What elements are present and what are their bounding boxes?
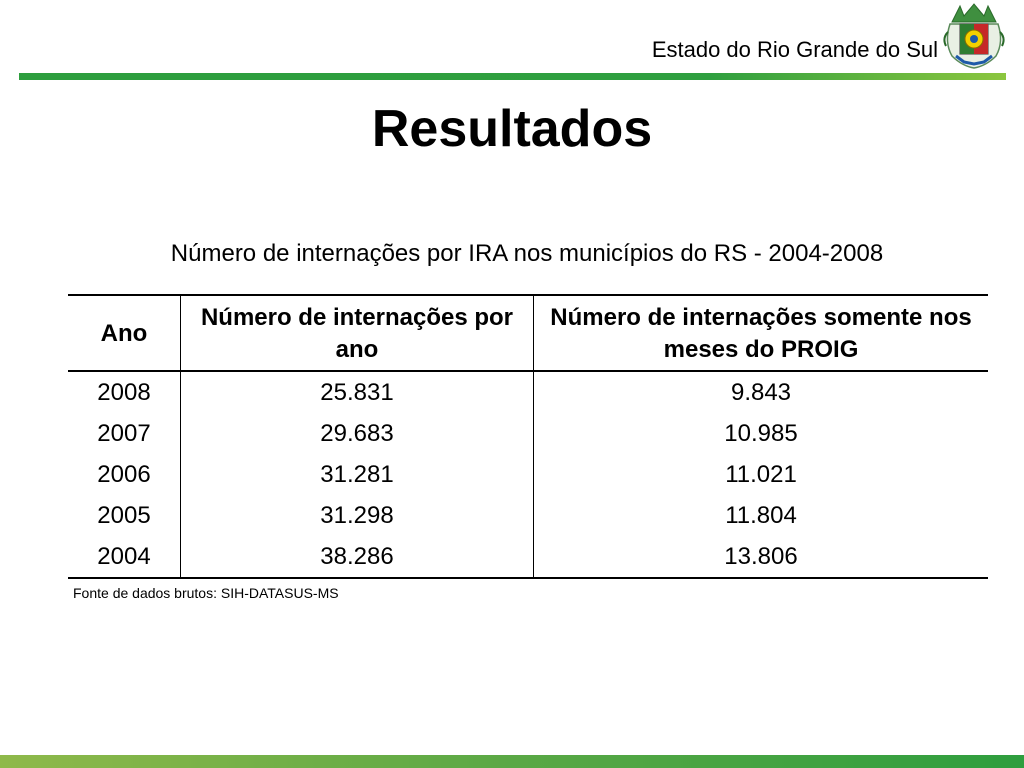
header-proig-months: Número de internações somente nos meses do PROIG [534,295,989,371]
cell-per-year: 31.281 [181,454,534,495]
cell-per-year: 31.298 [181,495,534,536]
table-header-row [68,295,988,371]
cell-year: 2004 [68,536,181,578]
table-row [68,454,988,495]
table-row [68,413,988,454]
cell-proig-months: 10.985 [724,419,798,447]
results-table [68,294,988,579]
cell-year: 2007 [68,413,181,454]
cell-year: 2008 [68,371,181,413]
cell-proig-months: 13.806 [534,536,989,578]
cell-year: 2006 [68,454,181,495]
table-row [68,371,988,413]
cell-year: 2005 [68,495,181,536]
cell-per-year: 38.286 [181,536,534,578]
cell-proig-months: 11.021 [725,460,797,488]
data-source-note: Fonte de dados brutos: SIH-DATASUS-MS [73,585,339,601]
table-row [68,495,988,536]
table-caption: Número de internações por IRA nos municípios do RS - 2004-2008 [170,240,884,267]
cell-per-year: 25.831 [181,371,534,413]
header-divider-bar [19,73,1006,80]
cell-proig-months: 9.843 [730,378,792,406]
cell-proig-months: 11.804 [725,501,797,529]
header-year: Ano [68,295,181,371]
coat-of-arms-icon [942,2,1006,70]
page-title: Resultados [371,100,653,158]
org-name: Estado do Rio Grande do Sul [651,37,938,62]
footer-bar [0,755,1024,768]
header-per-year: Número de internações por ano [181,295,534,371]
table-row [68,536,988,578]
cell-per-year: 29.683 [181,413,534,454]
